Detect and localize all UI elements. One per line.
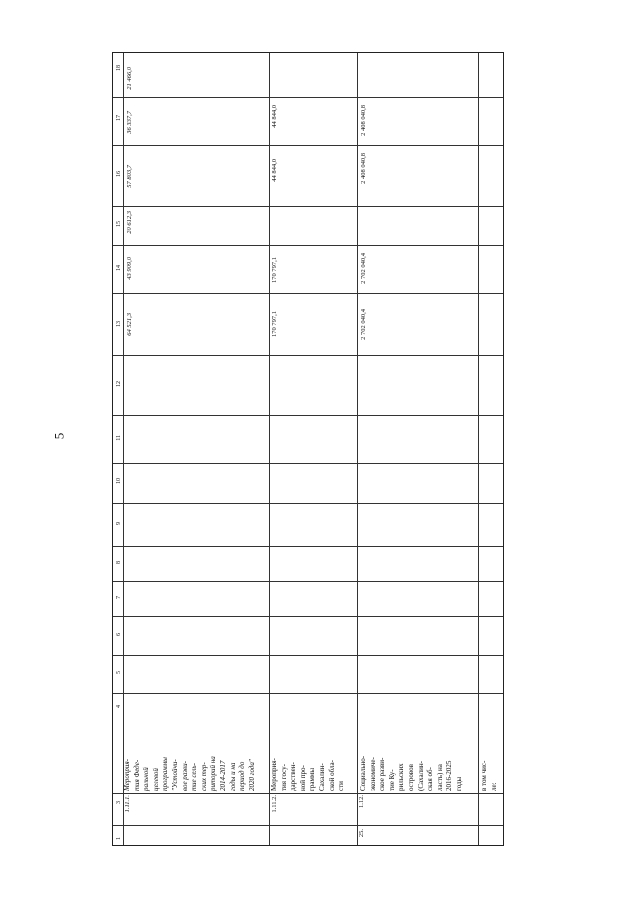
- row1-name-line: "Устойчи-: [170, 759, 179, 791]
- row1-c15: 20 612,3: [126, 211, 133, 234]
- col-header-11: 11: [116, 435, 122, 441]
- col-header-17: 17: [116, 115, 122, 121]
- row3-sub-code: 1.12.: [358, 795, 365, 808]
- row1-name-line: риторий на: [209, 756, 218, 791]
- row2-name-line: ской обла-: [327, 760, 336, 791]
- row1-c18: 21 466,0: [126, 67, 133, 90]
- row1-name-line: период до: [238, 761, 247, 791]
- row2-code: 1.11.2.: [271, 795, 278, 813]
- row3-name-line: ласть) на: [435, 764, 444, 791]
- row3-name-line: ское разви-: [378, 757, 387, 791]
- row2-name-line: дарствен-: [289, 762, 298, 791]
- col-header-3: 3: [116, 801, 122, 804]
- row1-name-line: 2020 года": [247, 759, 256, 791]
- col-header-10: 10: [116, 478, 122, 484]
- row1-name-line: ских тер-: [199, 762, 208, 791]
- row3-name-line: Социально-: [359, 755, 367, 791]
- row1-name-line: Мероприя-: [123, 759, 131, 791]
- row1-c16: 57 803,7: [126, 165, 133, 188]
- row2-name-line: Сахалин-: [317, 763, 326, 791]
- col-header-12: 12: [116, 381, 122, 387]
- row3-name: [359, 697, 465, 791]
- row1-c14: 43 909,0: [126, 257, 133, 280]
- row3-name-line: экономиче-: [368, 757, 377, 791]
- col-header-9: 9: [116, 522, 122, 525]
- col-line: [113, 415, 503, 416]
- col-header-8: 8: [116, 561, 122, 564]
- row3-name-line: 2016-2025: [445, 760, 454, 791]
- row2-name-line: сти: [337, 781, 346, 791]
- row3-name-line: ская об-: [426, 767, 435, 791]
- row1-name-line: вое разви-: [180, 761, 189, 791]
- row3-name-line: рильских: [397, 763, 406, 791]
- row3-name-line: тие Ку-: [387, 769, 396, 791]
- col-line: [113, 245, 503, 246]
- col-line: [113, 546, 503, 547]
- row2-c16: 44 844,0: [271, 159, 278, 182]
- row3-name-line: (Сахалин-: [416, 761, 425, 791]
- row2-name-line: тия госу-: [279, 764, 288, 791]
- row2-c17: 44 844,0: [271, 105, 278, 128]
- col-line: [113, 97, 503, 98]
- row4-name-line: ле:: [489, 782, 498, 791]
- col-header-1: 1: [116, 837, 122, 840]
- row1-name-line: тия Феде-: [132, 759, 141, 791]
- row1-c17: 36 337,7: [126, 111, 133, 134]
- row1-c13: 64 521,3: [126, 313, 133, 336]
- row1-name-line: тие сель-: [190, 763, 199, 791]
- row1-name-line: 2014-2017: [218, 760, 227, 791]
- col-line: [113, 293, 503, 294]
- row3-code: 25.: [358, 829, 365, 838]
- col-line: [113, 463, 503, 464]
- col-line: [113, 616, 503, 617]
- row1-name-line: программы: [161, 757, 170, 791]
- row-line: [478, 53, 479, 845]
- col-line: [113, 793, 503, 794]
- col-line: [113, 825, 503, 826]
- col-line: [113, 145, 503, 146]
- col-header-13: 13: [116, 321, 122, 327]
- row1-name: [123, 697, 257, 791]
- col-header-7: 7: [116, 596, 122, 599]
- page-number: 5: [51, 432, 67, 440]
- col-header-15: 15: [116, 221, 122, 227]
- row3-c17: 2 408 040,8: [360, 105, 367, 136]
- col-line: [113, 206, 503, 207]
- row3-c16: 2 408 040,8: [360, 153, 367, 184]
- col-header-5: 5: [116, 671, 122, 674]
- row1-name-line: целевой: [151, 768, 160, 791]
- col-header-6: 6: [116, 633, 122, 636]
- row3-c13: 2 702 040,4: [360, 309, 367, 340]
- col-line: [113, 655, 503, 656]
- col-line: [113, 581, 503, 582]
- col-header-18: 18: [116, 65, 122, 71]
- col-header-16: 16: [116, 171, 122, 177]
- row4-name: [480, 697, 499, 791]
- col-line: [113, 693, 503, 694]
- row2-name-line: граммы: [308, 767, 317, 791]
- row3-name-line: островов: [406, 764, 415, 791]
- data-table: [112, 52, 504, 846]
- row3-name-line: годы: [454, 776, 463, 791]
- row2-c13: 170 797,1: [271, 311, 278, 337]
- row2-name: [270, 697, 347, 791]
- row1-name-line: ральной: [142, 767, 151, 791]
- col-header-14: 14: [116, 265, 122, 271]
- col-header-4: 4: [116, 705, 122, 708]
- row-line: [357, 53, 358, 845]
- row1-name-line: годы и на: [228, 762, 237, 791]
- row1-code: 1.11.1.: [124, 795, 131, 813]
- row4-name-line: в том чис-: [480, 760, 488, 791]
- row2-name-line: ной про-: [298, 765, 307, 791]
- col-line: [113, 355, 503, 356]
- row3-c14: 2 702 040,4: [360, 253, 367, 284]
- row2-name-line: Мероприя-: [270, 758, 278, 791]
- col-line: [113, 503, 503, 504]
- row2-c14: 170 797,1: [271, 257, 278, 283]
